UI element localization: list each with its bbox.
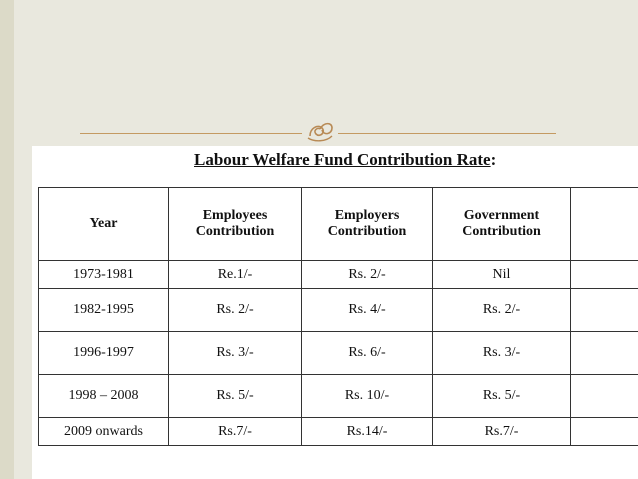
cell-year: 1973-1981 [39,261,169,289]
cell-government: Rs. 2/- [433,289,571,332]
contribution-rate-table [38,187,638,446]
header-year [39,188,169,261]
cell-cutoff [571,289,638,332]
header-employees-line1: Employees [202,208,268,223]
header-year-label: Year [89,216,118,231]
header-employers [302,188,433,261]
cell-employees: Rs.7/- [169,418,302,446]
table-row [39,261,638,289]
cell-employers: Rs. 10/- [302,375,433,418]
table-row [39,375,638,418]
header-employees [169,188,302,261]
table-row [39,418,638,446]
cell-employers: Rs. 6/- [302,332,433,375]
cell-employers: Rs.14/- [302,418,433,446]
slide-left-strip [0,0,14,479]
table-header-row [39,188,638,261]
cell-employees: Rs. 2/- [169,289,302,332]
divider-line-left [80,133,302,134]
cell-government: Rs. 5/- [433,375,571,418]
cell-employees: Rs. 3/- [169,332,302,375]
cell-employers: Rs. 4/- [302,289,433,332]
header-employers-line2: Contribution [327,224,407,239]
cell-cutoff [571,418,638,446]
cell-government: Rs.7/- [433,418,571,446]
doc-title-suffix: : [490,150,497,169]
header-employers-line1: Employers [334,208,400,223]
cell-cutoff [571,332,638,375]
swirl-ornament-icon [304,116,336,144]
document-image [32,146,638,479]
cell-government: Nil [433,261,571,289]
table-row [39,289,638,332]
cell-employees: Re.1/- [169,261,302,289]
cell-year: 1998 – 2008 [39,375,169,418]
cell-cutoff [571,261,638,289]
table-row [39,332,638,375]
cell-employees: Rs. 5/- [169,375,302,418]
doc-title-text: Labour Welfare Fund Contribution Rate [194,150,491,169]
cell-cutoff [571,375,638,418]
header-government [433,188,571,261]
cell-employers: Rs. 2/- [302,261,433,289]
header-cutoff-column [571,188,638,261]
divider-line-right [338,133,556,134]
cell-government: Rs. 3/- [433,332,571,375]
cell-year: 1982-1995 [39,289,169,332]
header-government-line2: Contribution [462,224,541,239]
cell-year: 2009 onwards [39,418,169,446]
cell-year: 1996-1997 [39,332,169,375]
doc-title [194,150,496,170]
header-employees-line2: Contribution [195,224,275,239]
header-government-line1: Government [463,208,540,223]
